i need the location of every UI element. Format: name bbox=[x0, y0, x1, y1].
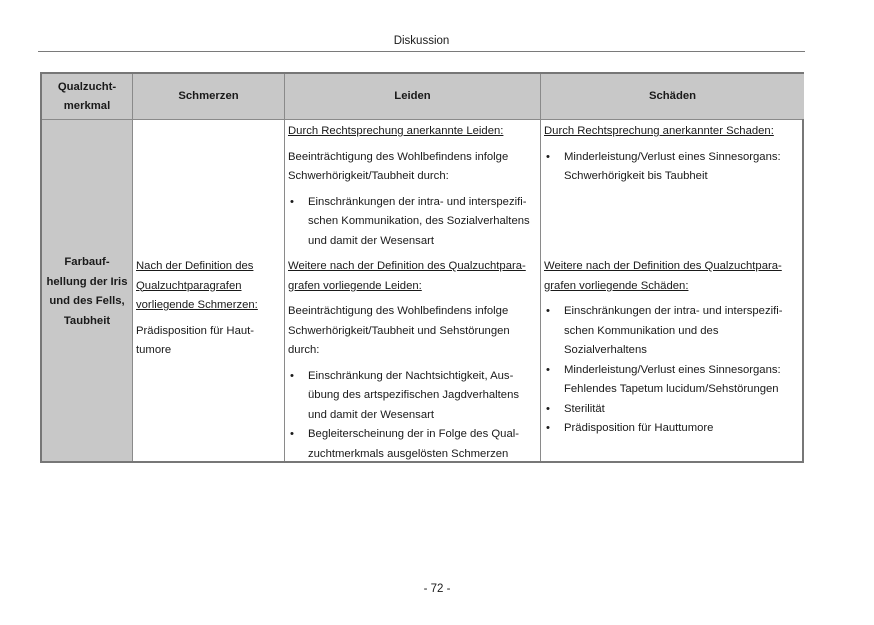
list-item: • Sterilität bbox=[544, 400, 802, 420]
list-item: • Prädisposition für Hauttumore bbox=[544, 419, 802, 439]
schaeden-bottom-heading: Weitere nach der Definition des Qualzuchtpara- grafen vorliegende Schäden: bbox=[544, 260, 782, 292]
schmerzen-heading: Nach der Definition des Qualzuchtparagrafen vorliegende Schmerzen: bbox=[136, 260, 258, 311]
leiden-top-text: Beeinträchtigung des Wohlbefindens infolge Schwerhörigkeit/Taubheit durch: bbox=[288, 150, 509, 182]
column-divider bbox=[132, 74, 133, 461]
page-number: - 72 - bbox=[423, 583, 451, 595]
qualzucht-table bbox=[40, 72, 804, 463]
list-item: • Minderleistung/Verlust eines Sinnesorgans: Schwerhörigkeit bis Taubheit bbox=[544, 148, 802, 187]
row-label-farbaufhellung: Farbauf- hellung der Iris und des Fells, Taubheit bbox=[42, 120, 132, 461]
header-title: Diskussion bbox=[393, 35, 450, 47]
leiden-top-heading: Durch Rechtsprechung anerkannte Leiden: bbox=[288, 125, 504, 137]
running-header bbox=[38, 34, 805, 52]
cell-schaeden-anerkannt bbox=[544, 122, 802, 187]
schaeden-top-heading: Durch Rechtsprechung anerkannter Schaden: bbox=[544, 125, 774, 137]
leiden-bottom-text: Beeinträchtigung des Wohlbefindens infolge Schwerhörigkeit/Taubheit und Sehstörungen durch: bbox=[288, 305, 510, 356]
header-schaeden: Schäden bbox=[541, 74, 804, 119]
schmerzen-text: Prädisposition für Haut- tumore bbox=[136, 324, 255, 356]
cell-leiden-weitere bbox=[288, 257, 538, 464]
header-qualzuchtmerkmal: Qualzucht- merkmal bbox=[42, 74, 132, 119]
cell-schaeden-weitere bbox=[544, 257, 802, 439]
leiden-bottom-heading: Weitere nach der Definition des Qualzuchtpara- grafen vorliegende Leiden: bbox=[288, 260, 526, 292]
cell-schmerzen bbox=[136, 257, 282, 361]
list-item: • Einschränkungen der intra- und interspezifi- schen Kommunikation und des Sozialverhaltens bbox=[544, 302, 802, 361]
cell-leiden-anerkannt bbox=[288, 122, 538, 251]
list-item: • Einschränkungen der intra- und interspezifi- schen Kommunikation, des Sozialverhaltens und damit der Wesensart bbox=[288, 193, 538, 252]
list-item: • Minderleistung/Verlust eines Sinnesorgans: Fehlendes Tapetum lucidum/Sehstörungen bbox=[544, 361, 802, 400]
list-item: • Einschränkung der Nachtsichtigkeit, Aus- übung des artspezifischen Jagdverhaltens und damit der Wesensart bbox=[288, 367, 538, 426]
header-divider bbox=[42, 119, 802, 120]
column-divider bbox=[284, 74, 285, 461]
column-divider bbox=[540, 74, 541, 461]
header-leiden: Leiden bbox=[285, 74, 540, 119]
header-schmerzen: Schmerzen bbox=[133, 74, 284, 119]
list-item: • Begleiterscheinung der in Folge des Qual- zuchtmerkmals ausgelösten Schmerzen bbox=[288, 425, 538, 464]
